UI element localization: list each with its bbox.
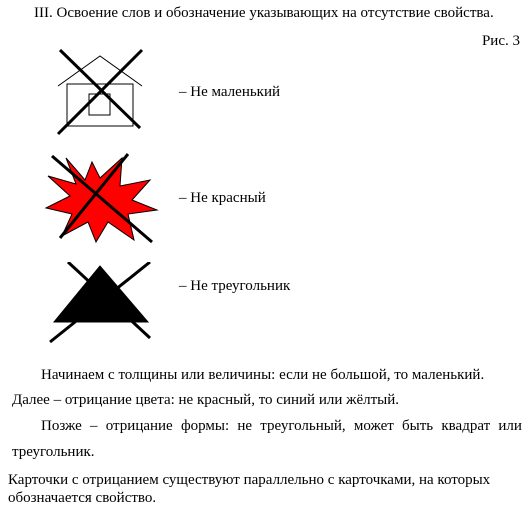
paragraph-shape bbox=[41, 418, 522, 435]
word: Позже bbox=[41, 418, 82, 434]
figure-label: Рис. 3 bbox=[481, 33, 520, 49]
word: формы: bbox=[180, 418, 230, 434]
word: квадрат bbox=[441, 418, 491, 434]
paragraph-cards-line2: обозначается свойство. bbox=[8, 490, 157, 506]
section-heading: III. Освоение слов и обозначение указывающих на отсутствие свойства. bbox=[34, 5, 494, 21]
caption-not-red: – Не красный bbox=[179, 190, 266, 206]
word: или bbox=[498, 418, 522, 434]
word: отрицание bbox=[105, 418, 173, 434]
caption-not-small: – Не маленький bbox=[179, 84, 281, 100]
word: может bbox=[353, 418, 394, 434]
paragraph-shape-end: треугольник. bbox=[12, 444, 95, 460]
crossed-house-icon bbox=[50, 48, 150, 136]
word: быть bbox=[402, 418, 434, 434]
paragraph-size: Начинаем с толщины или величины: если не большой, то маленький. bbox=[41, 367, 485, 383]
caption-not-triangle: – Не треугольник bbox=[179, 278, 291, 294]
crossed-red-star-icon bbox=[40, 152, 160, 244]
word: треугольный, bbox=[260, 418, 346, 434]
crossed-triangle-icon bbox=[40, 262, 160, 344]
word: не bbox=[237, 418, 253, 434]
paragraph-color: Далее – отрицание цвета: не красный, то синий или жёлтый. bbox=[12, 392, 400, 408]
word: – bbox=[90, 418, 98, 434]
paragraph-cards-line1: Карточки с отрицанием существуют параллельно с карточками, на которых bbox=[8, 472, 491, 488]
